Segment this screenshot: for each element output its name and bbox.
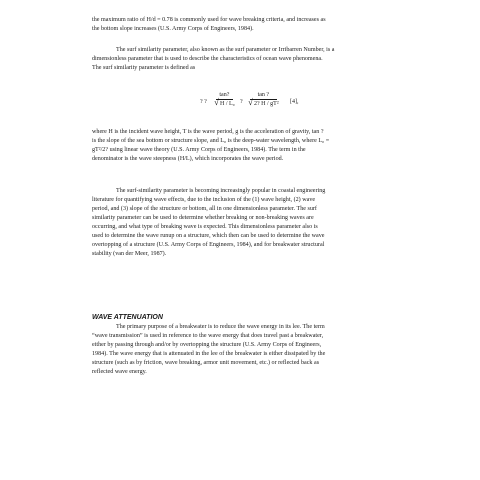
equation-fraction-1 [214, 92, 235, 108]
equation-lhs: ? ? [200, 99, 207, 105]
text-line: used to determine the wave runup on a structure, which then can be used to determine the wave [92, 233, 325, 239]
equation-number: [4], [290, 99, 299, 105]
text-line: period, and (3) slope of the structure or bottom, all in one dimensionless parameter. The surf [92, 206, 317, 212]
equation-denominator: √ H / L₀ [214, 97, 235, 107]
paragraph-wave-attenuation [92, 323, 388, 377]
sqrt-icon: √ [248, 97, 253, 107]
equation-numerator: tan ? [257, 92, 270, 98]
paragraph-surf-parameter-usage [92, 187, 388, 259]
text-line: “wave transmission” is used in reference to the wave energy that does travel past a breakwater, [92, 333, 324, 339]
text-line: stability (van der Meer, 1987). [92, 251, 167, 257]
text-line: is the slope of the sea bottom or structure slope, and L₀ is the deep-water wavelength, where L₀ = [92, 138, 330, 144]
text-line: The primary purpose of a breakwater is to reduce the wave energy in its lee. The term [116, 324, 325, 330]
text-line: The surf similarity parameter, also known as the surf parameter or Irribarren Number, is a [116, 47, 335, 53]
text-line: denominator is the wave steepness (H/L), which incorporates the wave period. [92, 156, 284, 162]
equation-equals: ? [240, 99, 243, 105]
paragraph-breaking-criteria [92, 16, 388, 34]
equation-fraction-2 [248, 92, 279, 108]
text-line: dimensionless parameter that is used to describe the characteristics of ocean wave phenomena. [92, 56, 323, 62]
text-line: the maximum ratio of H/d = 0.78 is commonly used for wave breaking criteria, and increases as [92, 17, 326, 23]
text-line: where H is the incident wave height, T is the wave period, g is the acceleration of gravity, tan ? [92, 129, 324, 135]
text-line: similarity parameter can be used to determine whether breaking or non-breaking waves are [92, 215, 314, 221]
sqrt-icon: √ [214, 97, 219, 107]
text-line: structure (such as by friction, wave breaking, armor unit movement, etc.) or reflected back as [92, 360, 320, 366]
text-line: occurring, and what type of breaking wave is expected. This dimensionless parameter also is [92, 224, 318, 230]
paragraph-surf-similarity-intro [92, 46, 388, 73]
section-heading: WAVE ATTENUATION [92, 314, 163, 321]
equation-surf-similarity [200, 92, 310, 122]
equation-denominator: √ 2? H / gT² [248, 97, 279, 107]
text-line: reflected wave energy. [92, 369, 147, 375]
text-line: The surf-similarity parameter is becoming increasingly popular in coastal engineering [116, 188, 326, 194]
equation-numerator: tan? [219, 92, 230, 98]
text-line: The surf similarity parameter is defined as [92, 65, 196, 71]
text-line: overtopping of a structure (U.S. Army Corps of Engineers, 1984), and for breakwater structural [92, 242, 325, 248]
text-line: literature for quantifying wave effects, due to the inclusion of the (1) wave height, (2) wave [92, 197, 316, 203]
text-line: either by passing through and/or by overtopping the structure (U.S. Army Corps of Engineers, [92, 342, 322, 348]
text-line: 1984). The wave energy that is attenuated in the lee of the breakwater is either dissipated by the [92, 351, 326, 357]
text-line: gT²/2? using linear wave theory (U.S. Army Corps of Engineers, 1984). The term in the [92, 147, 306, 153]
paragraph-variable-definitions [92, 128, 388, 164]
text-line: the bottom slope increases (U.S. Army Corps of Engineers, 1984). [92, 26, 254, 32]
